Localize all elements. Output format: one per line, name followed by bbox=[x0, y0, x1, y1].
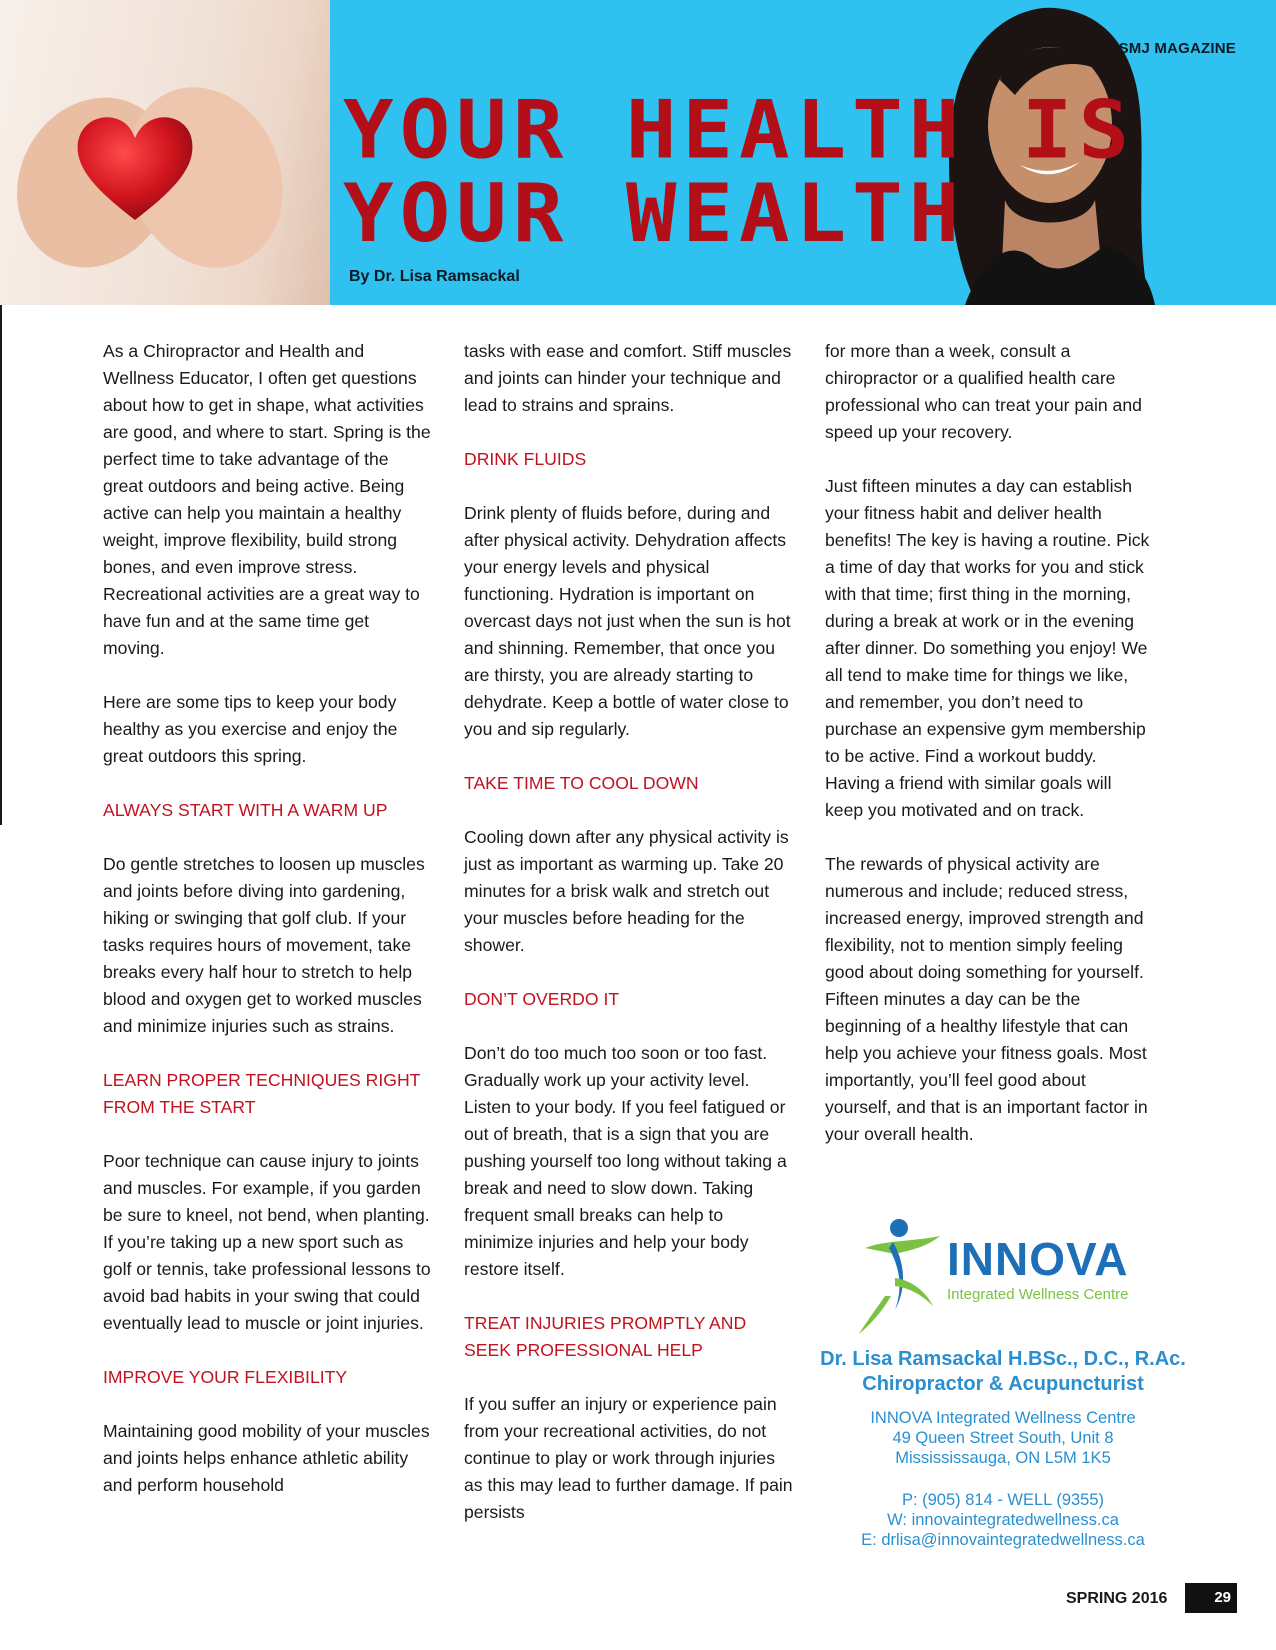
heading-techniques: LEARN PROPER TECHNIQUES RIGHT FROM THE START bbox=[103, 1070, 421, 1117]
doctor-credentials bbox=[808, 1347, 1198, 1397]
title-line-1: YOUR HEALTH IS bbox=[343, 83, 1136, 177]
heading-fluids: DRINK FLUIDS bbox=[464, 449, 587, 469]
flexibility-paragraph: Maintaining good mobility of your muscles and joints helps enhance athletic ability and perform household bbox=[103, 1421, 430, 1495]
heart-icon bbox=[70, 108, 200, 228]
overdo-paragraph: Don’t do too much too soon or too fast. Gradually work up your activity level. Listen to your body. If you feel fatigued or out of breath, that is a sign that you are pushing yourself too long without taking a break and need to slow down. Taking frequent small breaks can help to minimize injuries and help your body restore itself. bbox=[464, 1043, 787, 1279]
clinic-contact bbox=[808, 1490, 1198, 1550]
column-3 bbox=[825, 338, 1150, 1148]
routine-paragraph: Just fifteen minutes a day can establish your fitness habit and deliver health benefits! The key is having a routine. Pick a time of day that works for you and stick with that time; first thing in the morning, during a break at work or in the evening after dinner. Do something you enjoy! We all tend to make time for things we like, and remember, you don’t need to purchase an expensive gym membership to be active. Find a workout buddy. Having a friend with similar goals will keep you motivated and on track. bbox=[825, 476, 1150, 820]
clinic-street: 49 Queen Street South, Unit 8 bbox=[892, 1429, 1114, 1447]
intro-paragraph: As a Chiropractor and Health and Wellness Educator, I often get questions about how to get in shape, what activities are good, and where to start. Spring is the perfect time to take advantage of the great outdoors and being active. Being active can help you maintain a healthy weight, improve flexibility, build strong bones, and even improve stress. Recreational activities are a great way to have fun and at the same time get moving. bbox=[103, 341, 431, 658]
runner-logo-icon bbox=[855, 1218, 945, 1336]
heading-cool-down: TAKE TIME TO COOL DOWN bbox=[464, 773, 699, 793]
clinic-website: W: innovaintegratedwellness.ca bbox=[887, 1511, 1119, 1529]
logo-subtitle: Integrated Wellness Centre bbox=[947, 1286, 1129, 1303]
doctor-name: Dr. Lisa Ramsackal H.BSc., D.C., R.Ac. bbox=[820, 1348, 1186, 1370]
clinic-city: Missississauga, ON L5M 1K5 bbox=[895, 1449, 1111, 1467]
injuries-continued-paragraph: for more than a week, consult a chiropractor or a qualified health care professional who can treat your pain and speed up your recovery. bbox=[825, 341, 1142, 442]
article-title bbox=[343, 83, 1136, 260]
issue-season: SPRING 2016 bbox=[1066, 1590, 1168, 1607]
magazine-name: SMJ MAGAZINE bbox=[1118, 40, 1236, 57]
doctor-title: Chiropractor & Acupuncturist bbox=[862, 1373, 1144, 1395]
techniques-paragraph: Poor technique can cause injury to joints and muscles. For example, if you garden be sure to kneel, not bend, when planting. If you’re taking up a new sport such as golf or tennis, take professional lessons to avoid bad habits in your swing that could eventually lead to muscle or joint injuries. bbox=[103, 1151, 431, 1333]
clinic-address bbox=[808, 1408, 1198, 1468]
page-number: 29 bbox=[1185, 1583, 1237, 1613]
left-rule bbox=[0, 305, 2, 825]
hands-photo bbox=[0, 0, 330, 305]
title-line-2: YOUR WEALTH bbox=[343, 166, 966, 260]
innova-logo bbox=[855, 1218, 1155, 1338]
rewards-paragraph: The rewards of physical activity are numerous and include; reduced stress, increased energy, improved strength and flexibility, not to mention simply feeling good about doing something for yourself. Fifteen minutes a day can be the beginning of a healthy lifestyle that can help you achieve your fitness goals. Most importantly, you’ll feel good about yourself, and that is an important factor in your overall health. bbox=[825, 854, 1148, 1144]
heading-injuries: TREAT INJURIES PROMPTLY AND SEEK PROFESSIONAL HELP bbox=[464, 1313, 747, 1360]
tips-intro-paragraph: Here are some tips to keep your body healthy as you exercise and enjoy the great outdoors this spring. bbox=[103, 692, 398, 766]
clinic-name: INNOVA Integrated Wellness Centre bbox=[870, 1409, 1136, 1427]
header-banner bbox=[0, 0, 1276, 305]
heading-overdo: DON’T OVERDO IT bbox=[464, 989, 620, 1009]
injuries-paragraph: If you suffer an injury or experience pain from your recreational activities, do not continue to play or work through injuries as this may lead to further damage. If pain persists bbox=[464, 1394, 793, 1522]
warm-up-paragraph: Do gentle stretches to loosen up muscles and joints before diving into gardening, hiking or swinging that golf club. If your tasks requires hours of movement, take breaks every half hour to stretch to help blood and oxygen get to worked muscles and minimize injuries such as strains. bbox=[103, 854, 425, 1036]
fluids-paragraph: Drink plenty of fluids before, during and after physical activity. Dehydration affects your energy levels and physical functioning. Hydration is important on overcast days not just when the sun is hot and shinning. Remember, that once you are thirsty, you are already starting to dehydrate. Keep a bottle of water close to you and sip regularly. bbox=[464, 503, 791, 739]
cool-down-paragraph: Cooling down after any physical activity is just as important as warming up. Take 20 minutes for a brisk walk and stretch out your muscles before heading for the shower. bbox=[464, 827, 789, 955]
column-2 bbox=[464, 338, 794, 1526]
heading-flexibility: IMPROVE YOUR FLEXIBILITY bbox=[103, 1367, 348, 1387]
heading-warm-up: ALWAYS START WITH A WARM UP bbox=[103, 800, 388, 820]
logo-name: INNOVA bbox=[947, 1233, 1129, 1285]
column-1 bbox=[103, 338, 433, 1499]
byline: By Dr. Lisa Ramsackal bbox=[349, 268, 520, 285]
clinic-phone: P: (905) 814 - WELL (9355) bbox=[901, 1491, 1105, 1509]
clinic-email: E: drlisa@innovaintegratedwellness.ca bbox=[861, 1531, 1145, 1549]
flexibility-continued-paragraph: tasks with ease and comfort. Stiff muscles and joints can hinder your technique and lead to strains and sprains. bbox=[464, 341, 792, 415]
